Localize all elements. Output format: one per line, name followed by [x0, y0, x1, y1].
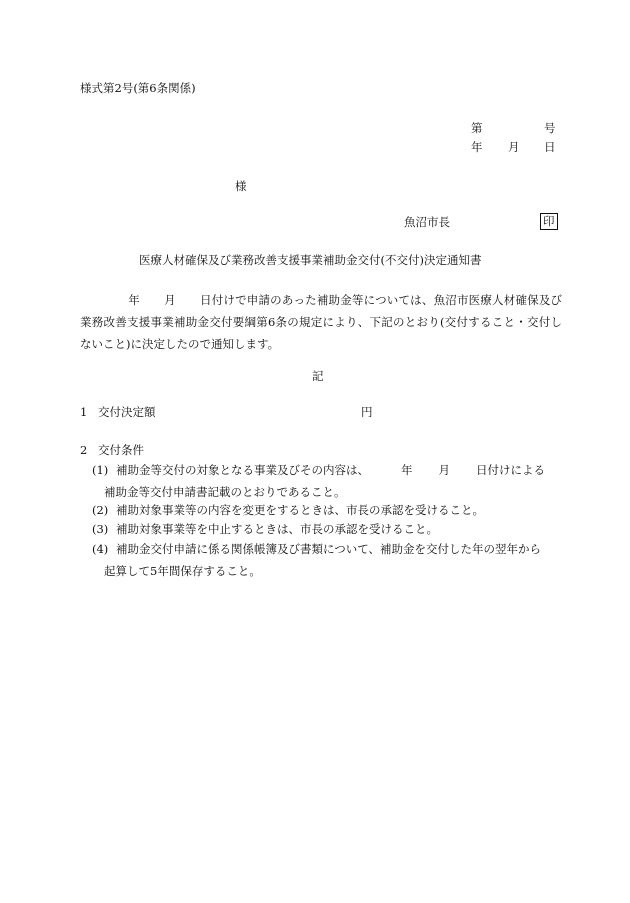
condition-1: [92, 459, 562, 503]
condition-3-text: 補助対象事業等を中止するときは、市長の承認を受けること。: [116, 522, 438, 536]
condition-1-number: (1): [92, 463, 109, 477]
condition-2-number: (2): [92, 503, 109, 517]
document-title: 医療人材確保及び業務改善支援事業補助金交付(不交付)決定通知書: [139, 253, 482, 267]
condition-2-text: 補助対象事業等の内容を変更をするときは、市長の承認を受けること。: [116, 503, 484, 517]
condition-1-part1: 補助金等交付の対象となる事業及びその内容は、: [116, 463, 369, 477]
item1-number: 1: [80, 405, 88, 419]
date-year: 年: [471, 140, 483, 154]
condition-1-part2: 日付けによる: [476, 463, 545, 477]
doc-number-suffix: 号: [544, 121, 556, 135]
seal-text: 印: [540, 213, 558, 230]
date-day: 日: [544, 140, 556, 154]
body-paragraph: [80, 289, 562, 355]
body-month: 月: [163, 293, 176, 307]
item1-unit: 円: [361, 405, 373, 419]
condition-4: [92, 538, 562, 582]
condition-3-number: (3): [92, 522, 109, 536]
form-label: 様式第2号(第6条関係): [80, 81, 196, 95]
condition-4-text: 補助金交付申請に係る関係帳簿及び書類について、補助金を交付した年の翌年から: [116, 542, 542, 556]
item2-number: 2: [80, 443, 88, 457]
date-month: 月: [508, 140, 520, 154]
condition-1-month: 月: [438, 463, 450, 477]
seal-mark: [540, 213, 558, 230]
addressee-suffix: 様: [235, 179, 247, 193]
condition-1-year: 年: [401, 463, 413, 477]
condition-3: [92, 518, 562, 540]
doc-number-prefix: 第: [471, 121, 483, 135]
body-year: 年: [128, 293, 140, 307]
item1-label: 交付決定額: [98, 405, 156, 419]
condition-4-continuation: 起算して5年間保存すること。: [104, 564, 261, 578]
item2-label: 交付条件: [98, 443, 144, 457]
condition-4-number: (4): [92, 542, 109, 556]
condition-1-continuation: 補助金等交付申請書記載のとおりであること。: [104, 485, 346, 499]
ki-heading: 記: [312, 369, 324, 383]
issuer-name: 魚沼市長: [404, 215, 450, 229]
body-text: 日付けで申請のあった補助金等については、魚沼市医療人材確保及び業務改善支援事業補助金交付要綱第6条の規定により、下記のとおり(交付すること・交付しないこと)に決定したので通知します。: [80, 293, 563, 351]
